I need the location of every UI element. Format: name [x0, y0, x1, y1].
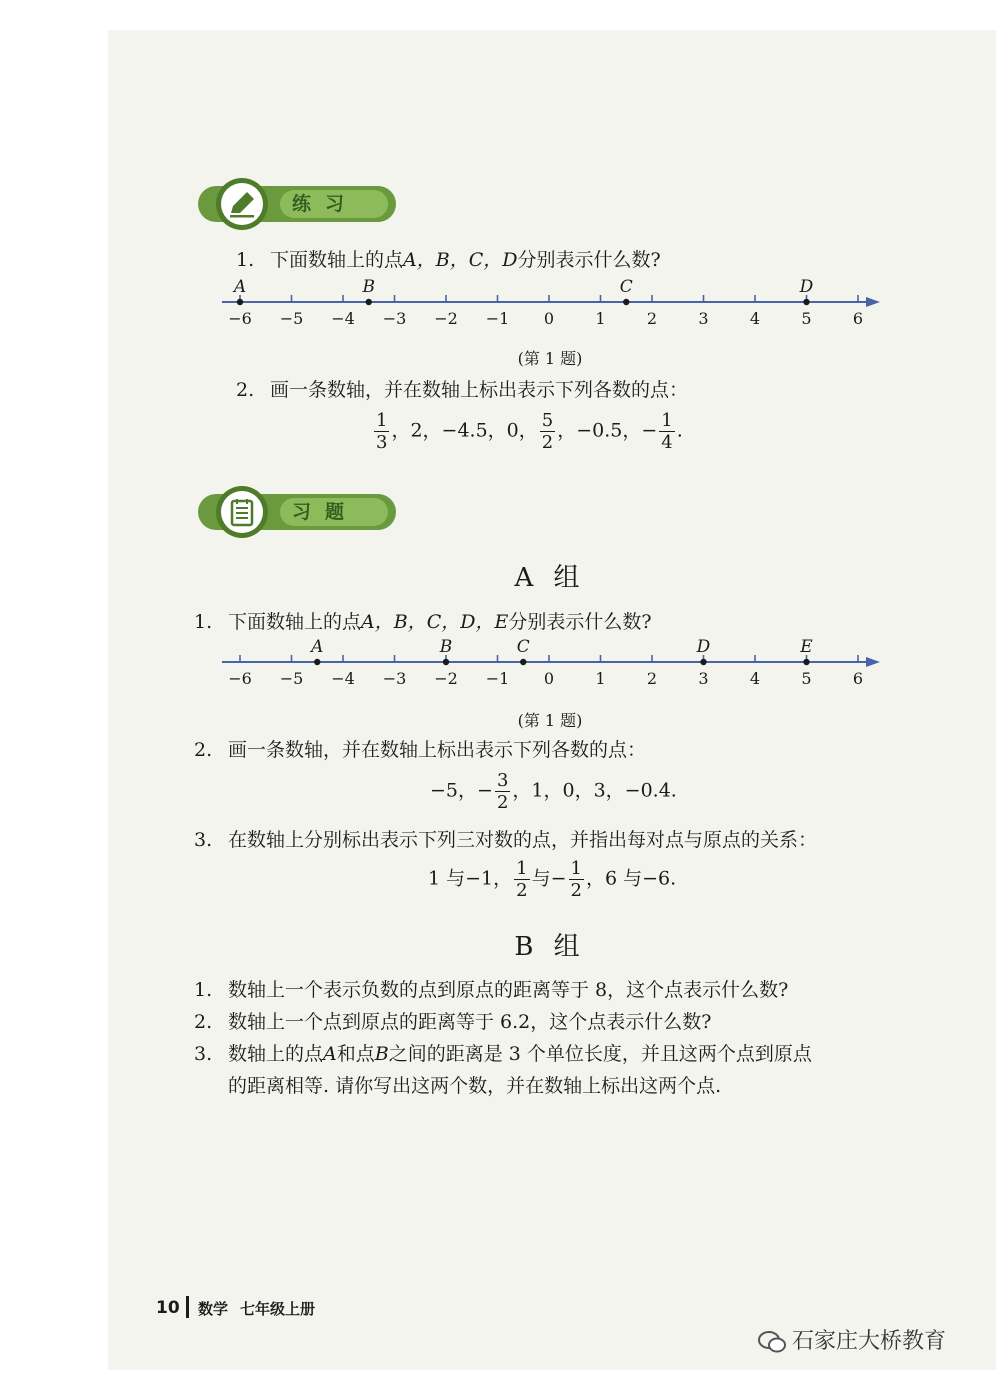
question-text: 之间的距离是 3 个单位长度，并且这两个点到原点: [388, 1043, 812, 1065]
exercise-q3-expression: [428, 858, 676, 901]
footer-divider: [186, 1296, 189, 1318]
point-label: B: [439, 637, 453, 657]
tick-label: −2: [434, 309, 458, 328]
banner-label: 习题: [291, 501, 358, 523]
point-label: E: [800, 637, 813, 657]
question-text-end: 分别表示什么数?: [517, 249, 661, 271]
tick-label: −4: [331, 309, 355, 328]
question-number: 1.: [194, 611, 213, 633]
axis-arrow: [866, 657, 880, 667]
question-text: 数轴上一个点到原点的距离等于 6.2，这个点表示什么数?: [228, 1011, 712, 1033]
number-line-practice: [218, 276, 888, 336]
expression-text: −5，−: [430, 779, 493, 802]
tick-label: 2: [646, 309, 658, 328]
tick-label: −3: [382, 309, 407, 328]
number-line-exercise: [218, 636, 888, 696]
question-number: 3.: [194, 1043, 213, 1065]
tick-label: −6: [228, 669, 252, 688]
exercise-question-3: [194, 828, 817, 852]
axis-arrow: [866, 297, 880, 307]
fraction: $\frac{3}{2}$: [496, 770, 509, 813]
group-b-question-2: [194, 1010, 711, 1034]
question-text: 数轴上的点: [228, 1043, 324, 1065]
question-text: 画一条数轴，并在数轴上标出表示下列各数的点：: [228, 739, 647, 761]
group-b-title: B 组: [514, 932, 586, 962]
question-text: 下面数轴上的点: [270, 249, 404, 271]
point-label: B: [362, 277, 375, 297]
practice-banner: [190, 178, 398, 230]
point-label: D: [696, 637, 711, 657]
fraction: $\frac{1}{4}$: [661, 410, 673, 453]
tick-label: −3: [382, 669, 407, 688]
question-number: 3.: [194, 829, 213, 851]
tick-label: 3: [698, 309, 709, 328]
expression-text: ，2，−4.5，0，: [391, 419, 538, 442]
point-label: C: [516, 637, 530, 657]
wechat-icon: [758, 1330, 786, 1354]
practice-q2-expression: [372, 410, 683, 453]
tick-label: 6: [852, 669, 864, 688]
point-marker: [623, 299, 629, 305]
question-text: 画一条数轴，并在数轴上标出表示下列各数的点：: [270, 379, 689, 401]
point-label: A: [311, 637, 324, 657]
notepad-icon: [227, 497, 257, 527]
question-text-end: 分别表示什么数?: [508, 611, 652, 633]
tick-label: 1: [595, 669, 606, 688]
exercise-question-1: [194, 610, 652, 634]
question-number: 1.: [236, 249, 255, 271]
point-label: D: [799, 277, 814, 297]
exercise-banner: [190, 486, 398, 538]
page-number: 10: [156, 1298, 180, 1318]
banner-label: 练习: [291, 193, 358, 215]
expression-text: 1 与−1，: [428, 867, 513, 890]
footer-book-title: [198, 1298, 327, 1319]
tick-label: −4: [331, 669, 355, 688]
point-marker: [237, 299, 243, 305]
tick-label: 3: [698, 669, 709, 688]
question-number: 2.: [194, 739, 213, 761]
footer-subject: 数学: [198, 1300, 229, 1318]
fraction: $\frac{1}{2}$: [516, 858, 528, 901]
point-label: C: [619, 277, 633, 297]
practice-question-2: [236, 378, 688, 402]
tick-label: 5: [801, 309, 812, 328]
tick-label: 1: [595, 309, 606, 328]
point-names: A，B，C，D: [403, 249, 518, 271]
group-b-question-3: [194, 1042, 812, 1066]
tick-label: −1: [485, 669, 510, 688]
expression-text: ，1，0，3，−0.4.: [512, 779, 677, 802]
practice-question-1: [236, 248, 661, 272]
exercise-question-2: [194, 738, 646, 762]
question-number: 2.: [236, 379, 255, 401]
tick-label: 0: [543, 669, 555, 688]
tick-label: 4: [749, 309, 761, 328]
tick-label: 0: [543, 309, 555, 328]
tick-label: 5: [801, 669, 812, 688]
tick-label: −5: [279, 309, 304, 328]
expression-text: .: [676, 419, 683, 442]
point-marker: [314, 659, 320, 665]
expression-text: ，6 与−6.: [585, 867, 677, 890]
group-b-question-3-line2: 的距离相等. 请你写出这两个数，并在数轴上标出这两个点.: [228, 1075, 722, 1097]
question-text: 在数轴上分别标出表示下列三对数的点，并指出每对点与原点的关系：: [228, 829, 818, 851]
point-marker: [366, 299, 372, 305]
exercise-q2-expression: [430, 770, 677, 813]
pencil-icon: [227, 189, 257, 219]
point-names: A，B，C，D，E: [361, 611, 509, 633]
point-b: B: [374, 1043, 389, 1065]
point-a: A: [323, 1043, 337, 1065]
fraction: $\frac{5}{2}$: [541, 410, 554, 453]
question-text: 数轴上一个表示负数的点到原点的距离等于 8，这个点表示什么数?: [228, 979, 789, 1001]
fraction: $\frac{1}{3}$: [376, 410, 388, 453]
point-marker: [520, 659, 526, 665]
tick-label: 2: [646, 669, 658, 688]
point-marker: [700, 659, 706, 665]
question-text: 和点: [336, 1043, 375, 1065]
tick-label: −5: [279, 669, 304, 688]
tick-label: −2: [434, 669, 458, 688]
figure-caption: (第 1 题): [517, 711, 583, 730]
point-marker: [803, 299, 809, 305]
tick-label: 6: [852, 309, 864, 328]
point-marker: [803, 659, 809, 665]
fraction: $\frac{1}{2}$: [570, 858, 582, 901]
tick-label: −6: [228, 309, 252, 328]
question-number: 1.: [194, 979, 213, 1001]
expression-text: 与−: [531, 867, 567, 890]
group-b-question-1: [194, 978, 788, 1002]
question-text: 下面数轴上的点: [228, 611, 362, 633]
point-label: A: [233, 277, 247, 297]
watermark-text: 石家庄大桥教育: [792, 1329, 947, 1354]
figure-caption: (第 1 题): [517, 349, 583, 368]
tick-label: 4: [749, 669, 761, 688]
group-a-title: A 组: [514, 563, 586, 593]
page-background: [108, 30, 996, 1370]
watermark: [758, 1324, 946, 1355]
footer-grade: 七年级上册: [240, 1300, 316, 1318]
tick-label: −1: [485, 309, 510, 328]
expression-text: ，−0.5，−: [557, 419, 658, 442]
point-marker: [443, 659, 449, 665]
question-number: 2.: [194, 1011, 213, 1033]
